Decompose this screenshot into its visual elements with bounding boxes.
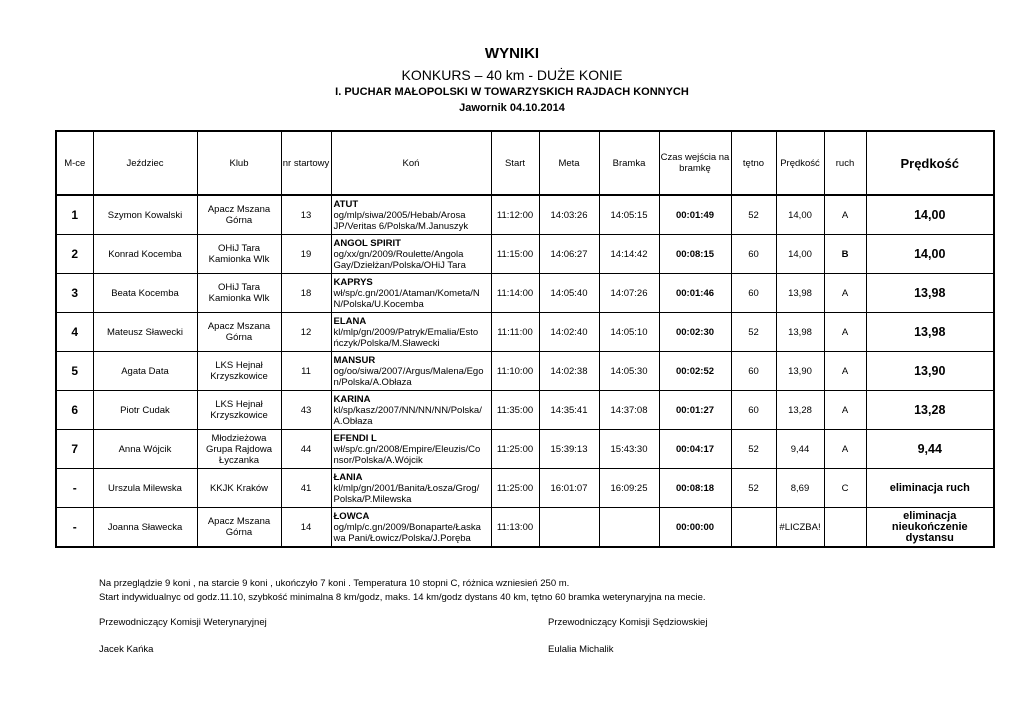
horse-name: ELANA (333, 315, 367, 327)
cell-gate-entry-time: 00:01:46 (659, 274, 731, 313)
cell-start-number: 13 (281, 195, 331, 235)
cell-gait: A (824, 391, 866, 430)
table-header-row (56, 131, 994, 195)
cell-place: 3 (56, 274, 93, 313)
event-name: I. PUCHAR MAŁOPOLSKI W TOWARZYSKICH RAJDACH KONNYCH (335, 86, 689, 98)
table-row (56, 508, 994, 548)
cell-rider: Piotr Cudak (93, 391, 197, 430)
cell-start-time: 11:11:00 (491, 313, 539, 352)
note-line-1: Na przeglądzie 9 koni , na starcie 9 koni , ukończyło 7 koni . Temperatura 10 stopni C, różnica wzniesień 250 m. (99, 578, 570, 589)
cell-pulse: 60 (731, 391, 776, 430)
col-header-final-speed: Prędkość (866, 131, 994, 195)
cell-final-speed: 13,90 (866, 352, 994, 391)
cell-start-time: 11:10:00 (491, 352, 539, 391)
cell-gate-time: 14:37:08 (599, 391, 659, 430)
cell-final-speed: 9,44 (866, 430, 994, 469)
cell-horse (331, 235, 491, 274)
cell-gate-time (599, 508, 659, 548)
cell-pulse: 52 (731, 313, 776, 352)
col-header-speed: Prędkość (776, 131, 824, 195)
cell-gait: A (824, 313, 866, 352)
horse-description: kl/mlp/gn/2009/Patryk/Emalia/Esto ńczyk/Polska/M.Sławecki (333, 326, 479, 349)
horse-name: KAPRYS (333, 276, 373, 288)
horse-name: ŁOWCA (333, 510, 370, 522)
cell-gait: A (824, 352, 866, 391)
cell-gait: A (824, 274, 866, 313)
horse-description: wł/sp/c.gn/2001/Ataman/Kometa/N N/Polska/U.Kocemba (333, 287, 480, 310)
cell-speed: 14,00 (776, 235, 824, 274)
col-header-horse: Koń (331, 131, 491, 195)
cell-start-number: 44 (281, 430, 331, 469)
cell-pulse: 60 (731, 235, 776, 274)
cell-horse (331, 352, 491, 391)
table-row (56, 352, 994, 391)
cell-rider: Szymon Kowalski (93, 195, 197, 235)
horse-name: MANSUR (333, 354, 376, 366)
cell-club: OHiJ Tara Kamionka Wlk (197, 274, 281, 313)
horse-description: kl/sp/kasz/2007/NN/NN/NN/Polska/ A.Obłaza (333, 404, 482, 427)
cell-final-speed: eliminacja nieukończenie dystansu (866, 508, 994, 548)
table-row (56, 469, 994, 508)
cell-place: - (56, 508, 93, 548)
cell-speed: 14,00 (776, 195, 824, 235)
cell-finish-time: 14:03:26 (539, 195, 599, 235)
cell-horse (331, 195, 491, 235)
cell-pulse: 52 (731, 195, 776, 235)
cell-finish-time: 14:02:40 (539, 313, 599, 352)
horse-description: og/oo/siwa/2007/Argus/Malena/Ego n/Polska/A.Obłaza (333, 365, 484, 388)
cell-start-time: 11:25:00 (491, 430, 539, 469)
cell-gate-entry-time: 00:01:49 (659, 195, 731, 235)
table-row (56, 313, 994, 352)
judge-commission-title: Przewodniczący Komisji Sędziowskiej (548, 617, 708, 628)
cell-speed: 9,44 (776, 430, 824, 469)
judge-commission-name: Eulalia Michalik (548, 644, 614, 655)
cell-gait (824, 508, 866, 548)
vet-commission-name: Jacek Kańka (99, 644, 154, 655)
cell-finish-time: 16:01:07 (539, 469, 599, 508)
cell-finish-time (539, 508, 599, 548)
cell-speed: 13,98 (776, 313, 824, 352)
cell-horse (331, 313, 491, 352)
col-header-gate-time: Czas wejścia na bramkę (659, 131, 731, 195)
horse-name: ATUT (333, 198, 359, 210)
cell-start-time: 11:14:00 (491, 274, 539, 313)
cell-gait: B (824, 235, 866, 274)
horse-description: kl/mlp/gn/2001/Banita/Łosza/Grog/ Polska/P.Milewska (333, 482, 480, 505)
horse-description: og/mlp/siwa/2005/Hebab/Arosa JP/Veritas 6/Polska/M.Januszyk (333, 209, 469, 232)
horse-name: EFENDI L (333, 432, 377, 444)
cell-horse (331, 274, 491, 313)
cell-start-time: 11:12:00 (491, 195, 539, 235)
cell-final-speed: 14,00 (866, 195, 994, 235)
cell-horse (331, 469, 491, 508)
col-header-pulse: tętno (731, 131, 776, 195)
vet-commission-title: Przewodniczący Komisji Weterynaryjnej (99, 617, 267, 628)
cell-start-number: 43 (281, 391, 331, 430)
cell-final-speed: 13,98 (866, 313, 994, 352)
table-row (56, 274, 994, 313)
cell-final-speed: 14,00 (866, 235, 994, 274)
cell-gait: C (824, 469, 866, 508)
cell-rider: Mateusz Sławecki (93, 313, 197, 352)
cell-speed: 13,90 (776, 352, 824, 391)
competition-subtitle: KONKURS – 40 km - DUŻE KONIE (401, 67, 623, 83)
page-title: WYNIKI (484, 45, 540, 62)
cell-pulse (731, 508, 776, 548)
col-header-club: Klub (197, 131, 281, 195)
cell-club: Apacz Mszana Górna (197, 508, 281, 548)
cell-place: 7 (56, 430, 93, 469)
horse-description: og/xx/gn/2009/Roulette/Angola Gay/Dziełżan/Polska/OHiJ Tara (333, 248, 466, 271)
event-place-date: Jawornik 04.10.2014 (459, 102, 565, 114)
cell-gate-time: 15:43:30 (599, 430, 659, 469)
col-header-finish: Meta (539, 131, 599, 195)
horse-description: og/mlp/c.gn/2009/Bonaparte/Łaska wa Pani/Łowicz/Polska/J.Poręba (333, 521, 481, 544)
cell-pulse: 60 (731, 352, 776, 391)
cell-place: - (56, 469, 93, 508)
note-line-2: Start indywidualnyc od godz.11.10, szybkość minimalna 8 km/godz, maks. 14 km/godz dystans 40 km, tętno 60 bramka weterynaryjna na mecie. (99, 592, 706, 603)
cell-start-time: 11:15:00 (491, 235, 539, 274)
cell-pulse: 60 (731, 274, 776, 313)
col-header-place: M-ce (56, 131, 93, 195)
cell-gate-entry-time: 00:00:00 (659, 508, 731, 548)
cell-horse (331, 430, 491, 469)
cell-gate-time: 14:14:42 (599, 235, 659, 274)
cell-horse (331, 391, 491, 430)
cell-start-number: 12 (281, 313, 331, 352)
cell-place: 4 (56, 313, 93, 352)
cell-place: 5 (56, 352, 93, 391)
col-header-rider: Jeździec (93, 131, 197, 195)
cell-speed: 8,69 (776, 469, 824, 508)
cell-start-number: 14 (281, 508, 331, 548)
table-row (56, 195, 994, 235)
cell-start-number: 18 (281, 274, 331, 313)
cell-start-time: 11:25:00 (491, 469, 539, 508)
cell-final-speed: 13,98 (866, 274, 994, 313)
cell-rider: Joanna Sławecka (93, 508, 197, 548)
cell-start-time: 11:13:00 (491, 508, 539, 548)
cell-final-speed: eliminacja ruch (866, 469, 994, 508)
cell-gate-entry-time: 00:01:27 (659, 391, 731, 430)
horse-name: ŁANIA (333, 471, 363, 483)
cell-final-speed: 13,28 (866, 391, 994, 430)
cell-gate-entry-time: 00:08:15 (659, 235, 731, 274)
cell-pulse: 52 (731, 469, 776, 508)
cell-rider: Urszula Milewska (93, 469, 197, 508)
horse-name: ANGOL SPIRIT (333, 237, 401, 249)
cell-place: 6 (56, 391, 93, 430)
table-row (56, 430, 994, 469)
cell-speed: 13,28 (776, 391, 824, 430)
cell-gate-time: 14:05:15 (599, 195, 659, 235)
cell-speed: #LICZBA! (776, 508, 824, 548)
cell-gate-time: 14:05:10 (599, 313, 659, 352)
cell-horse (331, 508, 491, 548)
cell-club: Młodzieżowa Grupa Rajdowa Łyczanka (197, 430, 281, 469)
cell-club: Apacz Mszana Górna (197, 195, 281, 235)
cell-club: OHiJ Tara Kamionka Wlk (197, 235, 281, 274)
cell-gait: A (824, 430, 866, 469)
cell-gate-entry-time: 00:02:52 (659, 352, 731, 391)
cell-place: 2 (56, 235, 93, 274)
cell-start-time: 11:35:00 (491, 391, 539, 430)
horse-description: wł/sp/c.gn/2008/Empire/Eleuzis/Co nsor/Polska/A.Wójcik (333, 443, 481, 466)
cell-gate-entry-time: 00:02:30 (659, 313, 731, 352)
cell-rider: Beata Kocemba (93, 274, 197, 313)
cell-gate-entry-time: 00:08:18 (659, 469, 731, 508)
col-header-start-number: nr startowy (281, 131, 331, 195)
cell-club: KKJK Kraków (197, 469, 281, 508)
cell-speed: 13,98 (776, 274, 824, 313)
cell-gate-time: 16:09:25 (599, 469, 659, 508)
cell-start-number: 41 (281, 469, 331, 508)
cell-gate-entry-time: 00:04:17 (659, 430, 731, 469)
cell-start-number: 19 (281, 235, 331, 274)
results-table (55, 130, 995, 548)
col-header-start: Start (491, 131, 539, 195)
cell-gait: A (824, 195, 866, 235)
col-header-gate: Bramka (599, 131, 659, 195)
cell-place: 1 (56, 195, 93, 235)
cell-finish-time: 14:02:38 (539, 352, 599, 391)
table-row (56, 235, 994, 274)
table-row (56, 391, 994, 430)
cell-finish-time: 14:05:40 (539, 274, 599, 313)
cell-gate-time: 14:07:26 (599, 274, 659, 313)
cell-rider: Anna Wójcik (93, 430, 197, 469)
cell-club: Apacz Mszana Górna (197, 313, 281, 352)
cell-club: LKS Hejnał Krzyszkowice (197, 391, 281, 430)
cell-pulse: 52 (731, 430, 776, 469)
cell-rider: Konrad Kocemba (93, 235, 197, 274)
cell-start-number: 11 (281, 352, 331, 391)
cell-finish-time: 14:35:41 (539, 391, 599, 430)
col-header-gait: ruch (824, 131, 866, 195)
cell-rider: Agata Data (93, 352, 197, 391)
cell-finish-time: 15:39:13 (539, 430, 599, 469)
cell-finish-time: 14:06:27 (539, 235, 599, 274)
horse-name: KARINA (333, 393, 371, 405)
cell-club: LKS Hejnał Krzyszkowice (197, 352, 281, 391)
cell-gate-time: 14:05:30 (599, 352, 659, 391)
